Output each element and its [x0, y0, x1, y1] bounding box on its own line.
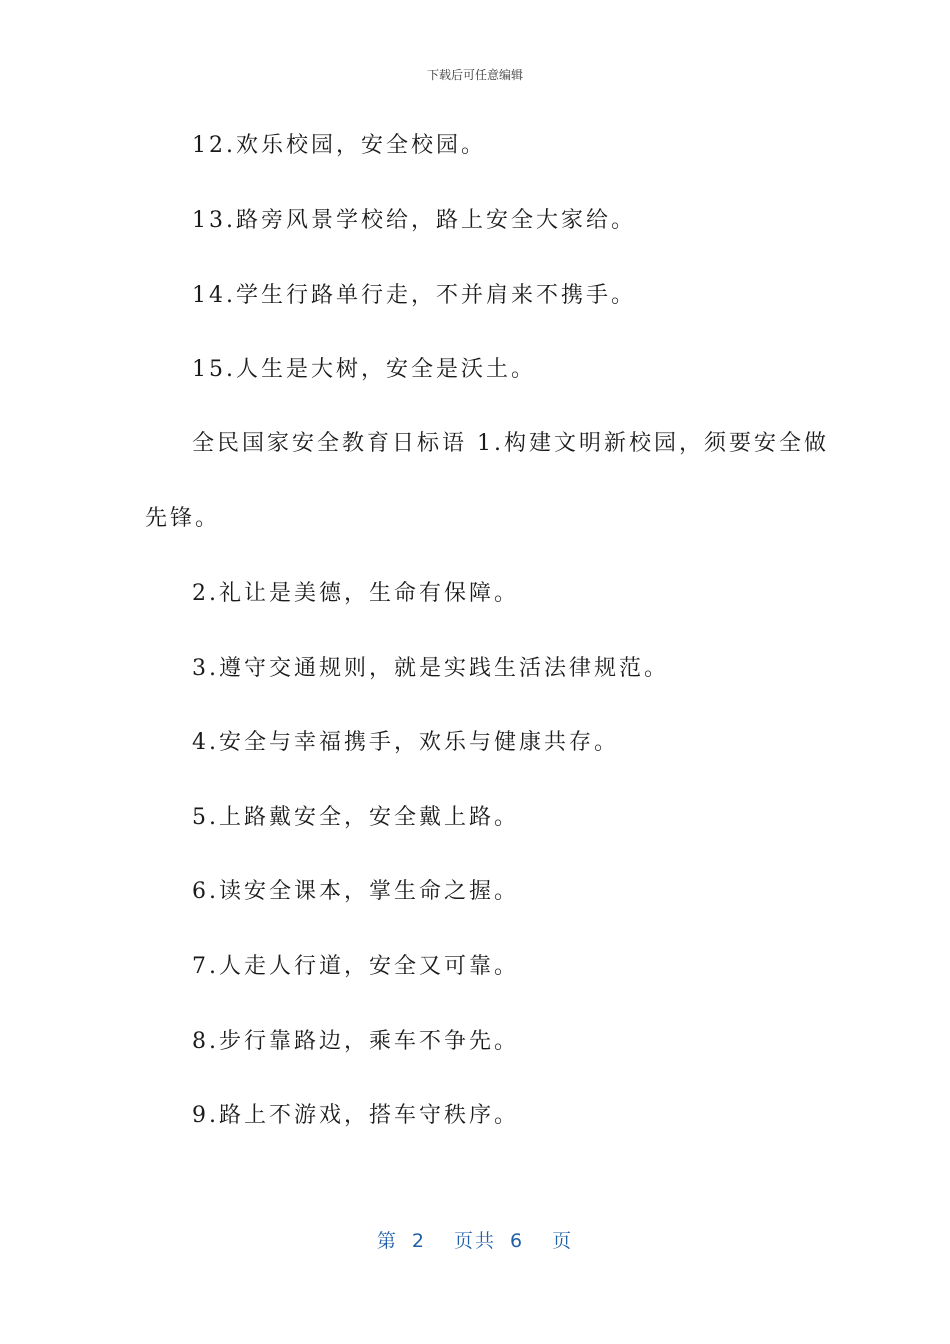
page-footer [0, 1226, 950, 1253]
footer-page-number: 2 [411, 1230, 426, 1252]
slogan-line: 3.遵守交通规则，就是实践生活法律规范。 [192, 656, 669, 681]
footer-page-of: 页共 [453, 1230, 496, 1252]
slogan-line: 2.礼让是美德，生命有保障。 [192, 581, 519, 606]
page-header: 下载后可任意编辑 [426, 68, 523, 82]
footer-page-word: 第 [376, 1230, 398, 1252]
slogan-line: 14.学生行路单行走，不并肩来不携手。 [192, 283, 636, 308]
slogan-line: 9.路上不游戏，搭车守秩序。 [192, 1103, 519, 1128]
footer-page-suffix: 页 [552, 1230, 574, 1252]
slogan-line: 12.欢乐校园，安全校园。 [192, 133, 486, 158]
footer-total-pages: 6 [510, 1230, 525, 1252]
slogan-line: 4.安全与幸福携手，欢乐与健康共存。 [192, 730, 619, 755]
section-heading-continuation: 先锋。 [145, 506, 221, 531]
slogan-line: 5.上路戴安全，安全戴上路。 [192, 805, 519, 830]
slogan-line: 8.步行靠路边，乘车不争先。 [192, 1029, 519, 1054]
slogan-line: 7.人走人行道，安全又可靠。 [192, 954, 519, 979]
slogan-line: 13.路旁风景学校给，路上安全大家给。 [192, 208, 636, 233]
slogan-line: 6.读安全课本，掌生命之握。 [192, 879, 519, 904]
slogan-line: 15.人生是大树，安全是沃土。 [192, 357, 536, 382]
section-heading-line: 全民国家安全教育日标语 1.构建文明新校园，须要安全做 [192, 431, 829, 456]
